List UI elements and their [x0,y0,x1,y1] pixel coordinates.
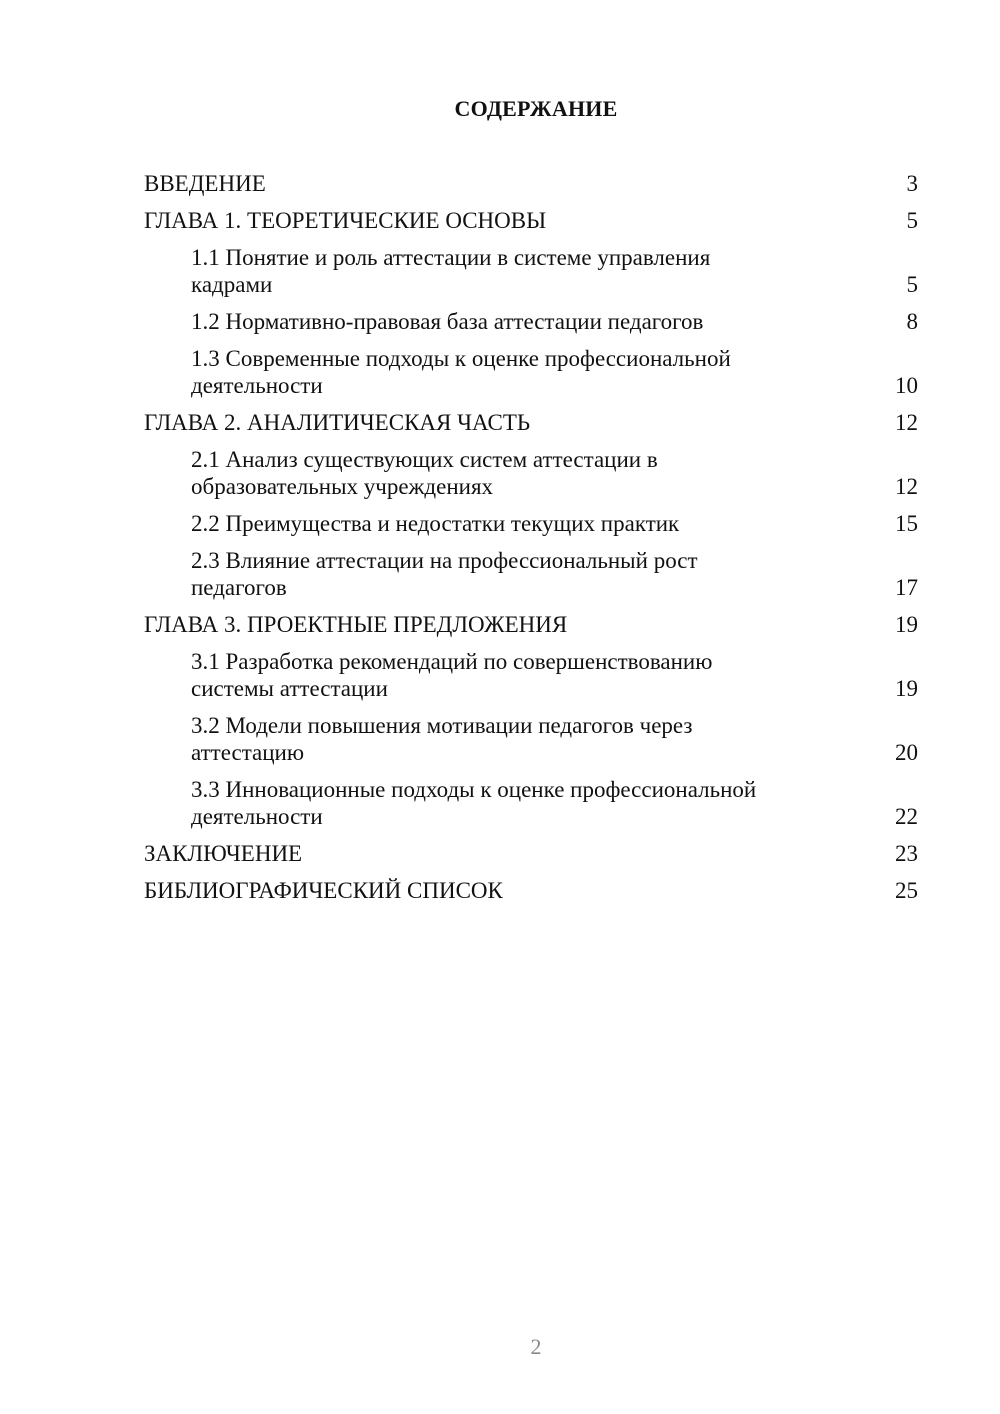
table-of-contents [144,170,918,914]
toc-entry-page: 22 [895,804,918,829]
toc-entry-page: 12 [895,410,918,435]
toc-entry-conclusion[interactable] [144,840,918,867]
page-title: СОДЕРЖАНИЕ [454,96,618,121]
toc-entry-page: 15 [895,511,918,536]
toc-entry-bibliography[interactable] [144,877,918,904]
toc-entry-page: 3 [906,171,918,196]
toc-entry-title: ГЛАВА 2. АНАЛИТИЧЕСКАЯ ЧАСТЬ [144,410,531,435]
toc-entry-title: ГЛАВА 3. ПРОЕКТНЫЕ ПРЕДЛОЖЕНИЯ [144,612,568,637]
toc-entry-page: 19 [895,676,918,701]
toc-entry-page: 23 [895,841,918,866]
toc-entry-page: 5 [906,272,918,297]
toc-entry-title: 3.2 Модели повышения мотивации педагогов через аттестацию [191,713,693,765]
toc-entry-page: 8 [906,309,918,334]
toc-entry-chapter-3[interactable] [144,611,918,638]
toc-entry-chapter-2[interactable] [144,409,918,436]
toc-entry-page: 20 [895,740,918,765]
toc-entry-title: ГЛАВА 1. ТЕОРЕТИЧЕСКИЕ ОСНОВЫ [144,208,547,233]
toc-entry-chapter-1[interactable] [144,207,918,234]
toc-entry-section-3-1[interactable] [144,648,918,702]
toc-entry-page: 25 [895,878,918,903]
toc-entry-section-1-3[interactable] [144,345,918,399]
toc-entry-title: ЗАКЛЮЧЕНИЕ [144,841,303,866]
toc-entry-title: БИБЛИОГРАФИЧЕСКИЙ СПИСОК [144,878,503,903]
toc-entry-introduction[interactable] [144,170,918,197]
toc-entry-page: 10 [895,373,918,398]
toc-entry-page: 19 [895,612,918,637]
toc-entry-page: 12 [895,474,918,499]
toc-entry-page: 5 [906,208,918,233]
toc-entry-section-2-1[interactable] [144,446,918,500]
toc-entry-title: 1.1 Понятие и роль аттестации в системе управления кадрами [191,245,711,297]
toc-entry-title: 3.3 Инновационные подходы к оценке профессиональной деятельности [191,777,757,829]
toc-entry-page: 17 [895,575,918,600]
toc-entry-title: 2.3 Влияние аттестации на профессиональный рост педагогов [191,548,698,600]
toc-entry-section-3-3[interactable] [144,776,918,830]
toc-entry-title: 1.3 Современные подходы к оценке профессиональной деятельности [191,346,731,398]
toc-entry-title: 2.1 Анализ существующих систем аттестации в образовательных учреждениях [191,447,658,499]
toc-entry-title: ВВЕДЕНИЕ [144,171,266,196]
toc-entry-title: 3.1 Разработка рекомендаций по совершенствованию системы аттестации [191,649,713,701]
toc-entry-section-1-2[interactable] [144,308,918,335]
toc-entry-section-1-1[interactable] [144,244,918,298]
toc-entry-section-2-2[interactable] [144,510,918,537]
toc-entry-title: 1.2 Нормативно-правовая база аттестации педагогов [191,309,704,334]
toc-entry-section-3-2[interactable] [144,712,918,766]
toc-entry-section-2-3[interactable] [144,547,918,601]
toc-entry-title: 2.2 Преимущества и недостатки текущих практик [191,511,680,536]
page-number: 2 [530,1334,542,1359]
